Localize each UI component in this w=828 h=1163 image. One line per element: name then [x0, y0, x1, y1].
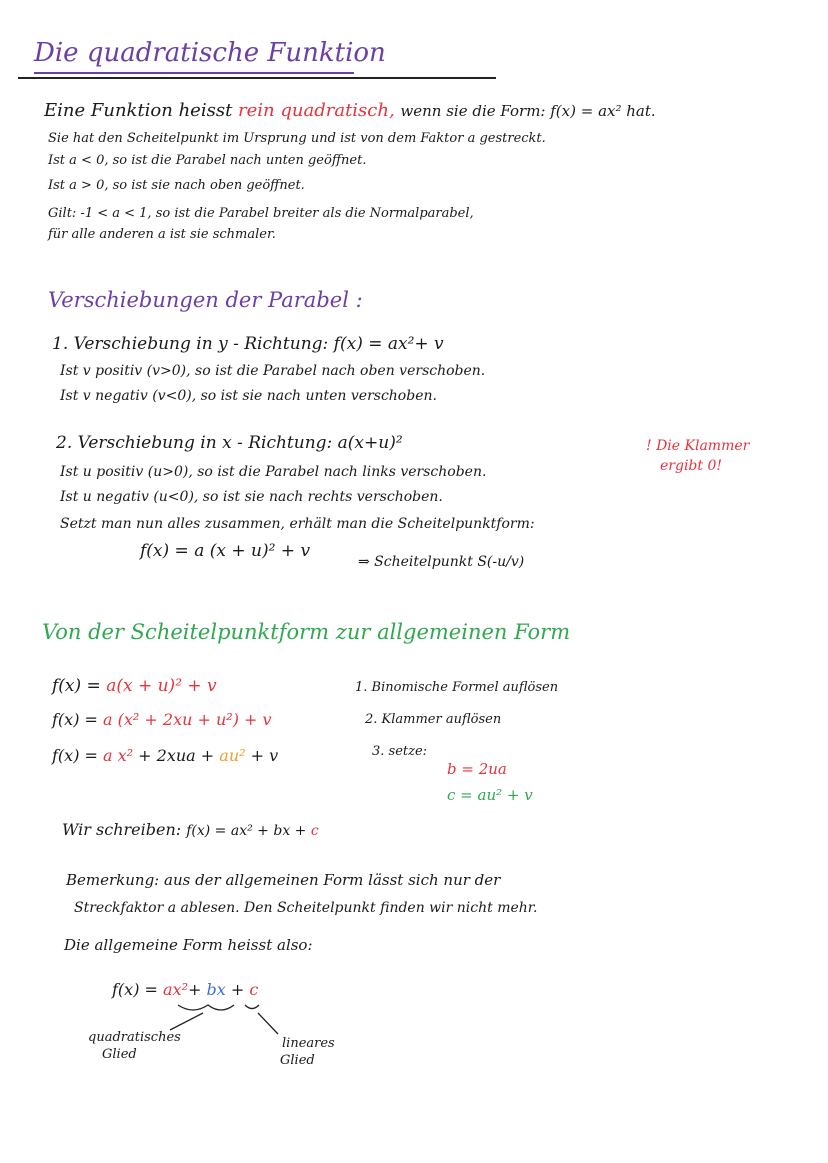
y-shift-title: 1. Verschiebung in y - Richtung: f(x) = ax²+ v: [52, 334, 444, 354]
general-heading: Von der Scheitelpunktform zur allgemeinen Form: [42, 620, 571, 644]
step-3-b: b = 2ua: [447, 760, 507, 778]
intro-text-a: Eine Funktion heisst: [44, 100, 233, 121]
final-constant: c: [249, 980, 259, 999]
eq1-lhs: f(x) =: [52, 676, 107, 696]
step-1: 1. Binomische Formel auflösen: [355, 680, 559, 695]
intro-text-c: wenn sie die Form: f(x) = ax² hat.: [400, 102, 656, 120]
bracket-note-line-1: ! Die Klammer: [646, 438, 750, 454]
we-write-formula: f(x) = ax² + bx +: [186, 823, 311, 839]
intro-line-5: Gilt: -1 < a < 1, so ist die Parabel breiter als die Normalparabel,: [48, 206, 474, 221]
page-title: Die quadratische Funktion: [34, 38, 386, 68]
label-linear-1: lineares: [282, 1036, 335, 1051]
called-text: Die allgemeine Form heisst also:: [64, 936, 313, 954]
final-lhs: f(x) =: [112, 980, 164, 999]
vertex-formula: f(x) = a (x + u)² + v: [140, 541, 311, 561]
final-quadratic-term: ax²: [163, 980, 188, 999]
step-3-label: 3. setze:: [372, 744, 428, 759]
vertex-result: ⇒ Scheitelpunkt S(-u/v): [358, 554, 525, 570]
eq3-term-d: + v: [250, 746, 279, 765]
y-shift-positive: Ist v positiv (v>0), so ist die Parabel nach oben verschoben.: [60, 363, 486, 379]
label-quadratic-1: quadratisches: [88, 1030, 181, 1045]
x-shift-negative: Ist u negativ (u<0), so ist sie nach rechts verschoben.: [60, 489, 443, 505]
y-shift-negative: Ist v negativ (v<0), so ist sie nach unten verschoben.: [60, 388, 437, 404]
linear-pointer-icon: [258, 1013, 278, 1034]
intro-line-4: Ist a > 0, so ist sie nach oben geöffnet.: [48, 178, 305, 193]
we-write-c: c: [310, 823, 319, 839]
eq3-term-c: au²: [219, 746, 246, 765]
x-shift-title: 2. Verschiebung in x - Richtung: a(x+u)²: [56, 433, 403, 453]
final-plus-2: +: [225, 980, 250, 999]
shift-heading: Verschiebungen der Parabel :: [48, 288, 363, 312]
intro-line-2: Sie hat den Scheitelpunkt im Ursprung und ist von dem Faktor a gestreckt.: [48, 131, 546, 146]
label-linear-2: Glied: [280, 1053, 315, 1068]
x-shift-positive: Ist u positiv (u>0), so ist die Parabel nach links verschoben.: [60, 464, 487, 480]
final-linear-term: bx: [206, 980, 226, 999]
label-quadratic-2: Glied: [102, 1047, 137, 1062]
intro-line-3: Ist a < 0, so ist die Parabel nach unten geöffnet.: [48, 153, 367, 168]
eq2-lhs: f(x) =: [52, 710, 104, 729]
eq3-term-b: + 2xua +: [138, 746, 215, 765]
eq3-lhs: f(x) =: [52, 746, 104, 765]
step-2: 2. Klammer auflösen: [365, 712, 502, 727]
eq3-term-a: a x²: [103, 746, 134, 765]
eq2-rhs: a (x² + 2xu + u²) + v: [103, 710, 272, 729]
bracket-note-line-2: ergibt 0!: [660, 458, 722, 474]
quadratic-brace-icon: [178, 1005, 234, 1010]
intro-line-6: für alle anderen a ist sie schmaler.: [48, 227, 276, 242]
remark-line-1: Bemerkung: aus der allgemeinen Form lässt sich nur der: [66, 871, 501, 889]
linear-brace-icon: [245, 1005, 259, 1009]
intro-highlight: rein quadratisch,: [238, 100, 395, 121]
eq1-rhs: a(x + u)² + v: [106, 676, 217, 696]
step-3-c: c = au² + v: [447, 786, 533, 804]
remark-line-2: Streckfaktor a ablesen. Den Scheitelpunkt finden wir nicht mehr.: [74, 900, 538, 916]
final-plus-1: +: [188, 980, 207, 999]
quadratic-pointer-icon: [170, 1013, 203, 1030]
we-write-label: Wir schreiben:: [62, 820, 182, 839]
summary-text: Setzt man nun alles zusammen, erhält man die Scheitelpunktform:: [60, 516, 535, 532]
